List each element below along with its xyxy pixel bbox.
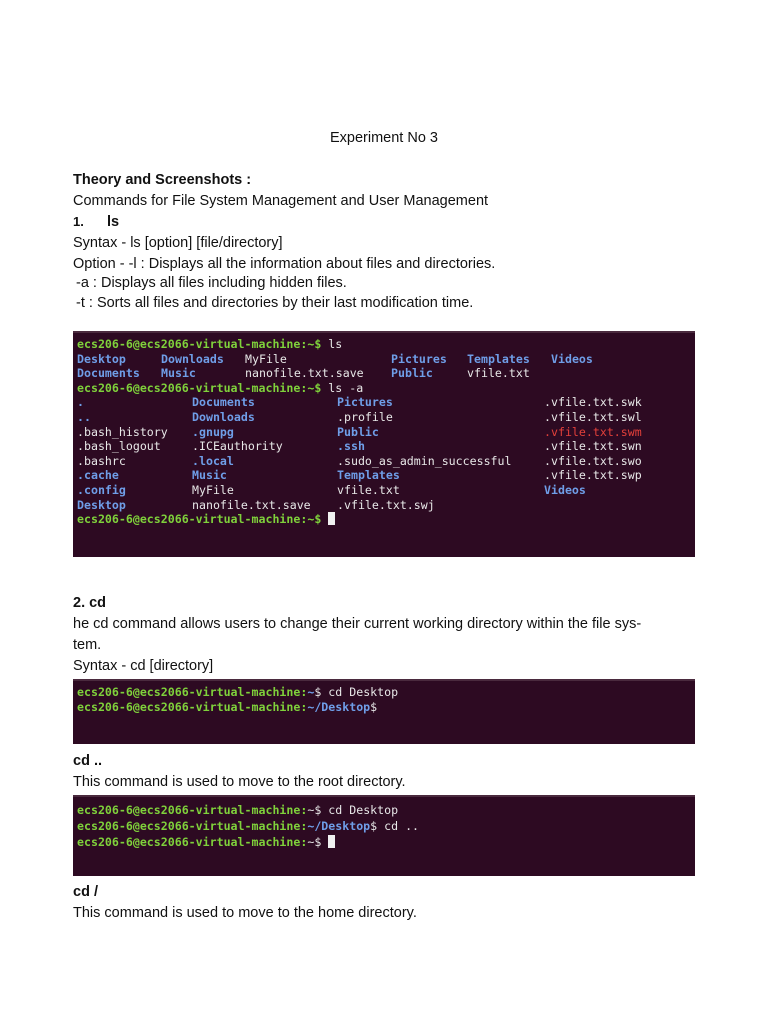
file-entry: .bash_logout <box>77 439 161 454</box>
file-entry: nanofile.txt.save <box>245 366 364 381</box>
file-entry: Pictures <box>391 351 447 366</box>
file-entry: .sudo_as_admin_successful <box>337 453 512 468</box>
terminal-line: ecs206-6@ecs2066-virtual-machine:~/Desktop$ cd .. <box>77 819 420 833</box>
file-entry: Templates <box>467 351 530 366</box>
ls-syntax: Syntax - ls [option] [file/directory] <box>73 235 283 251</box>
file-entry: Desktop <box>77 497 126 512</box>
file-entry: Public <box>391 366 433 381</box>
file-entry: nanofile.txt.save <box>192 497 311 512</box>
page-title: Experiment No 3 <box>330 130 438 146</box>
cd-slash-heading: cd / <box>73 884 98 900</box>
cd-slash-desc: This command is used to move to the home directory. <box>73 905 417 921</box>
file-entry: Videos <box>544 482 586 497</box>
file-entry: Music <box>161 366 196 381</box>
file-entry: Documents <box>192 395 255 410</box>
file-entry: .vfile.txt.swj <box>337 497 435 512</box>
terminal-line: ecs206-6@ecs2066-virtual-machine:~$ ls <box>77 337 343 351</box>
cd-desc-line2: tem. <box>73 637 102 653</box>
theory-heading: Theory and Screenshots : <box>73 172 252 188</box>
file-entry: vfile.txt <box>337 482 400 497</box>
terminal-line: ecs206-6@ecs2066-virtual-machine:~/Desktop$ <box>77 699 378 714</box>
ls-a-output-row <box>77 454 695 469</box>
ls-option-l: Option - -l : Displays all the information about files and directories. <box>73 256 496 272</box>
ls-a-output-row <box>77 410 695 425</box>
file-entry: . <box>77 395 84 410</box>
file-entry: Pictures <box>337 395 393 410</box>
file-entry: .vfile.txt.swp <box>544 468 642 483</box>
ls-a-output <box>77 395 695 512</box>
cursor-icon <box>328 835 335 848</box>
file-entry: Public <box>337 424 379 439</box>
file-entry: vfile.txt <box>467 366 530 381</box>
file-entry: .bash_history <box>77 424 168 439</box>
file-entry: .vfile.txt.swo <box>544 453 642 468</box>
file-entry: .config <box>77 482 126 497</box>
terminal-screenshot-cd <box>73 679 695 744</box>
ls-option-a: -a : Displays all files including hidden files. <box>76 275 347 291</box>
cd-desc-line1: he cd command allows users to change their current working directory within the file sys- <box>73 616 642 632</box>
file-entry: Downloads <box>161 351 224 366</box>
file-entry: .local <box>192 453 234 468</box>
file-entry: .vfile.txt.swm <box>544 424 642 439</box>
cd-heading: 2. cd <box>73 595 107 611</box>
ls-output-row <box>77 352 695 367</box>
file-entry: MyFile <box>192 482 234 497</box>
file-entry: MyFile <box>245 351 287 366</box>
ls-name: ls <box>107 214 120 230</box>
ls-a-output-row <box>77 395 695 410</box>
cursor-icon <box>328 512 335 525</box>
ls-number: 1. <box>73 214 84 229</box>
ls-a-output-row <box>77 483 695 498</box>
terminal-screenshot-cd-dotdot <box>73 795 695 876</box>
file-entry: .cache <box>77 468 119 483</box>
intro-text: Commands for File System Management and User Management <box>73 193 489 209</box>
terminal-screenshot-ls <box>73 331 695 557</box>
terminal-line: ecs206-6@ecs2066-virtual-machine:~$ cd Desktop <box>77 803 399 817</box>
terminal-line: ecs206-6@ecs2066-virtual-machine:~$ cd Desktop <box>77 685 399 699</box>
terminal-line: ecs206-6@ecs2066-virtual-machine:~$ ls -a <box>77 380 364 395</box>
cd-syntax: Syntax - cd [directory] <box>73 658 214 674</box>
ls-option-t: -t : Sorts all files and directories by their last modification time. <box>76 295 474 311</box>
file-entry: .profile <box>337 409 393 424</box>
file-entry: Music <box>192 468 227 483</box>
file-entry: Templates <box>337 468 400 483</box>
file-entry: .ICEauthority <box>192 439 283 454</box>
file-entry: Documents <box>77 366 140 381</box>
ls-heading <box>73 213 119 231</box>
file-entry: .. <box>77 409 91 424</box>
file-entry: Videos <box>551 351 593 366</box>
ls-output-row <box>77 366 695 381</box>
file-entry: .ssh <box>337 439 365 454</box>
file-entry: .vfile.txt.swn <box>544 439 642 454</box>
ls-a-output-row <box>77 468 695 483</box>
ls-a-output-row <box>77 439 695 454</box>
file-entry: .gnupg <box>192 424 234 439</box>
ls-a-output-row <box>77 425 695 440</box>
ls-a-output-row <box>77 498 695 513</box>
cd-dotdot-desc: This command is used to move to the root directory. <box>73 774 406 790</box>
terminal-line: ecs206-6@ecs2066-virtual-machine:~$ <box>77 512 695 527</box>
file-entry: .bashrc <box>77 453 126 468</box>
terminal-line: ecs206-6@ecs2066-virtual-machine:~$ <box>77 834 695 850</box>
file-entry: .vfile.txt.swk <box>544 395 642 410</box>
file-entry: Downloads <box>192 409 255 424</box>
file-entry: .vfile.txt.swl <box>544 409 642 424</box>
file-entry: Desktop <box>77 351 126 366</box>
cd-dotdot-heading: cd .. <box>73 753 103 769</box>
